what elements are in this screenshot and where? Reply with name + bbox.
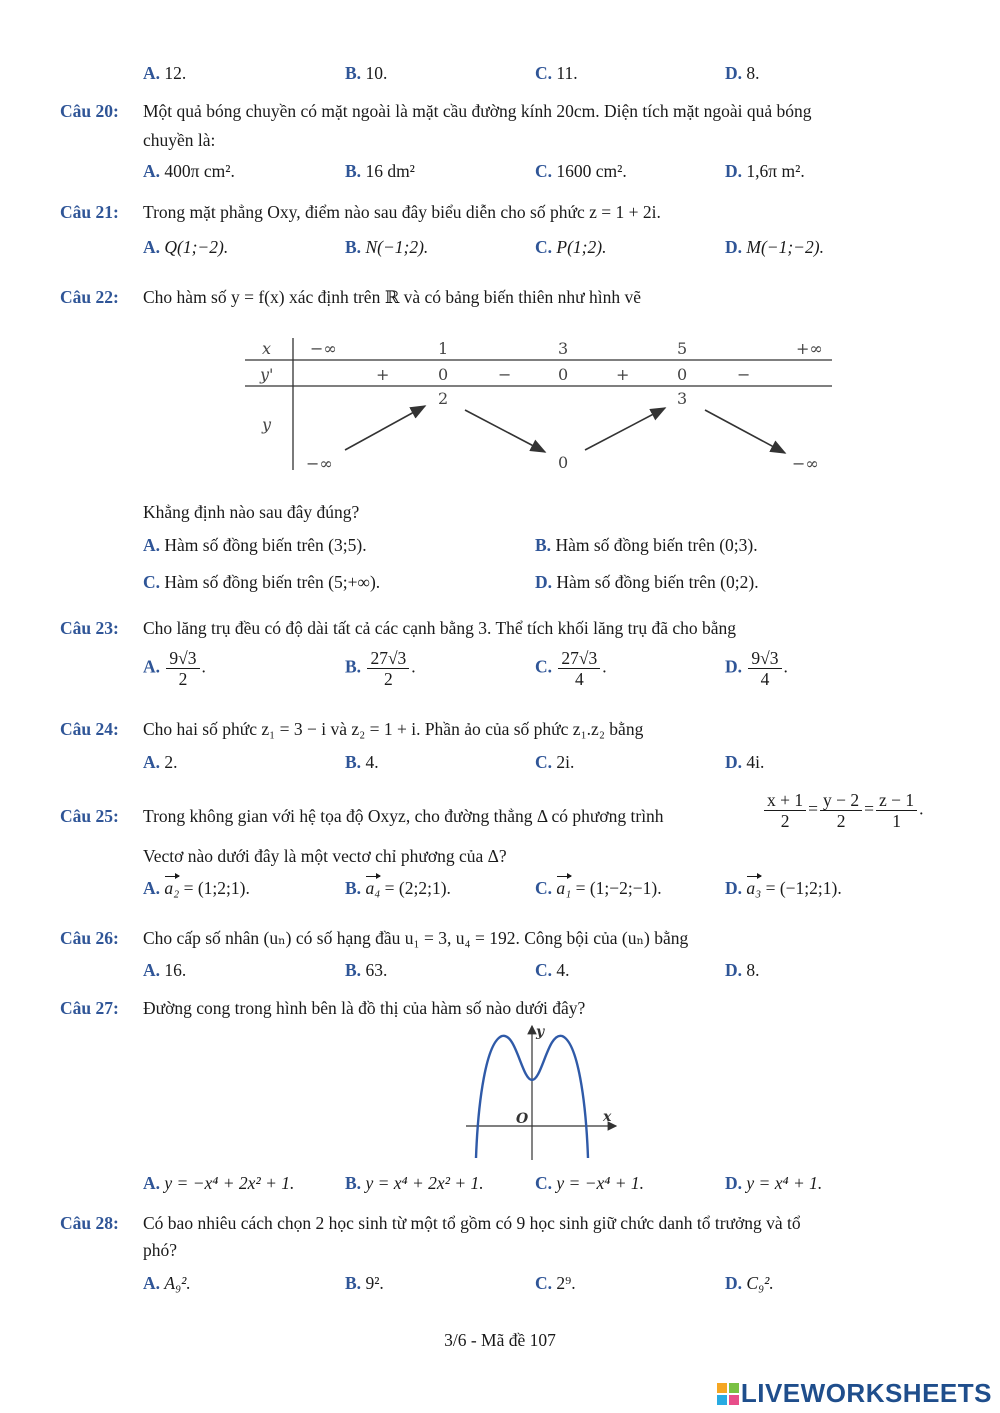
function-graph bbox=[460, 1022, 620, 1162]
arrow-down bbox=[465, 410, 545, 452]
sign: − bbox=[498, 365, 512, 384]
q27-option-b: B. y = x⁴ + 2x² + 1. bbox=[345, 1173, 484, 1193]
q20-option-b: B. 16 dm² bbox=[345, 161, 415, 181]
q19-option-a: A. 12. bbox=[143, 63, 187, 83]
q21-option-d: D. M(−1;−2). bbox=[725, 237, 824, 257]
sign: 0 bbox=[438, 365, 449, 384]
q26-option-a: A. 16. bbox=[143, 960, 187, 980]
q21-text: Trong mặt phẳng Oxy, điểm nào sau đây biểu diễn cho số phức z = 1 + 2i. bbox=[143, 202, 661, 222]
q20-option-d: D. 1,6π m². bbox=[725, 161, 805, 181]
liveworksheets-icon bbox=[717, 1383, 739, 1405]
q26-option-b: B. 63. bbox=[345, 960, 388, 980]
y-val: 0 bbox=[558, 453, 569, 472]
table-y-label: y bbox=[262, 415, 272, 434]
q24-option-b: B. 4. bbox=[345, 752, 379, 772]
sign: − bbox=[737, 365, 751, 384]
q22-label: Câu 22: bbox=[60, 287, 119, 307]
graph-origin-label: O bbox=[516, 1111, 529, 1127]
q25-option-b: B. a₄ = (2;2;1). bbox=[345, 878, 451, 898]
sign: + bbox=[376, 365, 390, 384]
variation-table bbox=[240, 330, 840, 480]
q28-option-d: D. C₉². bbox=[725, 1273, 774, 1293]
q19-option-d: D. 8. bbox=[725, 63, 760, 83]
y-val: 3 bbox=[677, 389, 688, 408]
arrow-up bbox=[585, 408, 665, 450]
q28-option-c: C. 2⁹. bbox=[535, 1273, 576, 1293]
q25-label: Câu 25: bbox=[60, 806, 119, 826]
q28-text: Có bao nhiêu cách chọn 2 học sinh từ một tổ gồm có 9 học sinh giữ chức danh tổ trưởng và tổ bbox=[143, 1213, 801, 1233]
q23-label: Câu 23: bbox=[60, 618, 119, 638]
q19-option-c: C. 11. bbox=[535, 63, 578, 83]
q28-option-b: B. 9². bbox=[345, 1273, 384, 1293]
q21-label: Câu 21: bbox=[60, 202, 119, 222]
q19-option-b: B. 10. bbox=[345, 63, 388, 83]
q22-option-b: B. Hàm số đồng biến trên (0;3). bbox=[535, 535, 758, 555]
q22-text: Cho hàm số y = f(x) xác định trên ℝ và có bảng biến thiên như hình vẽ bbox=[143, 287, 642, 307]
q21-option-a: A. Q(1;−2). bbox=[143, 237, 229, 257]
q22-option-c: C. Hàm số đồng biến trên (5;+∞). bbox=[143, 572, 381, 592]
q27-option-d: D. y = x⁴ + 1. bbox=[725, 1173, 823, 1193]
x-val: −∞ bbox=[310, 339, 337, 358]
q24-text: Cho hai số phức z₁ = 3 − i và z₂ = 1 + i. Phần ảo của số phức z₁.z₂ bằng bbox=[143, 719, 644, 739]
q25-option-c: C. a₁ = (1;−2;−1). bbox=[535, 878, 662, 898]
sign: 0 bbox=[558, 365, 569, 384]
liveworksheets-logo: LIVEWORKSHEETS bbox=[717, 1378, 992, 1409]
q26-label: Câu 26: bbox=[60, 928, 119, 948]
table-x-label: x bbox=[262, 339, 272, 358]
sign: + bbox=[616, 365, 630, 384]
q21-option-b: B. N(−1;2). bbox=[345, 237, 429, 257]
arrow-up bbox=[345, 406, 425, 450]
page-footer: 3/6 - Mã đề 107 bbox=[444, 1330, 556, 1350]
q25-text: Trong không gian với hệ tọa độ Oxyz, cho đường thẳng Δ có phương trình bbox=[143, 806, 664, 826]
q23-text: Cho lăng trụ đều có độ dài tất cả các cạnh bằng 3. Thể tích khối lăng trụ đã cho bằng bbox=[143, 618, 737, 638]
q26-text: Cho cấp số nhân (uₙ) có số hạng đầu u₁ = 3, u₄ = 192. Công bội của (uₙ) bằng bbox=[143, 928, 689, 948]
q27-text: Đường cong trong hình bên là đồ thị của hàm số nào dưới đây? bbox=[143, 998, 586, 1018]
q20-text: Một quả bóng chuyền có mặt ngoài là mặt cầu đường kính 20cm. Diện tích mặt ngoài quả bóng bbox=[143, 101, 812, 121]
y-val: −∞ bbox=[792, 454, 819, 473]
x-val: 5 bbox=[677, 339, 688, 358]
q25-option-d: D. a₃ = (−1;2;1). bbox=[725, 878, 842, 898]
x-val: +∞ bbox=[796, 339, 823, 358]
sign: 0 bbox=[677, 365, 688, 384]
q26-option-d: D. 8. bbox=[725, 960, 760, 980]
q27-option-c: C. y = −x⁴ + 1. bbox=[535, 1173, 645, 1193]
q24-option-a: A. 2. bbox=[143, 752, 178, 772]
q20-text-cont: chuyền là: bbox=[143, 130, 216, 150]
y-val: −∞ bbox=[306, 454, 333, 473]
q22-prompt: Khẳng định nào sau đây đúng? bbox=[143, 502, 360, 522]
q23-option-c: C. $\frac{27√3}{4}$ . bbox=[535, 648, 607, 690]
q28-label: Câu 28: bbox=[60, 1213, 119, 1233]
q20-option-c: C. 1600 cm². bbox=[535, 161, 627, 181]
graph-x-label: x bbox=[603, 1109, 612, 1125]
q25-text-cont: Vectơ nào dưới đây là một vectơ chỉ phương của Δ? bbox=[143, 846, 507, 866]
q28-text-cont: phó? bbox=[143, 1240, 178, 1260]
q20-option-a: A. 400π cm². bbox=[143, 161, 235, 181]
x-val: 1 bbox=[438, 339, 449, 358]
q24-option-d: D. 4i. bbox=[725, 752, 765, 772]
q25-equation: $\frac{x + 1}{2}$ = $\frac{y - 2}{2}$ = $\frac{z - 1}{1}$ . bbox=[762, 790, 924, 831]
q24-option-c: C. 2i. bbox=[535, 752, 575, 772]
x-val: 3 bbox=[558, 339, 569, 358]
q25-option-a: A. a₂ = (1;2;1). bbox=[143, 878, 250, 898]
q28-option-a: A. A₉². bbox=[143, 1273, 191, 1293]
q22-option-d: D. Hàm số đồng biến trên (0;2). bbox=[535, 572, 759, 592]
q27-label: Câu 27: bbox=[60, 998, 119, 1018]
q22-option-a: A. Hàm số đồng biến trên (3;5). bbox=[143, 535, 367, 555]
q21-option-c: C. P(1;2). bbox=[535, 237, 607, 257]
graph-y-label: y bbox=[536, 1024, 545, 1040]
table-yprime-label: y' bbox=[260, 365, 274, 384]
q23-option-d: D. $\frac{9√3}{4}$ . bbox=[725, 648, 788, 690]
q20-label: Câu 20: bbox=[60, 101, 119, 121]
q26-option-c: C. 4. bbox=[535, 960, 570, 980]
y-val: 2 bbox=[438, 389, 449, 408]
q23-option-a: A. $\frac{9√3}{2}$ . bbox=[143, 648, 206, 690]
arrow-down bbox=[705, 410, 785, 453]
q24-label: Câu 24: bbox=[60, 719, 119, 739]
q27-option-a: A. y = −x⁴ + 2x² + 1. bbox=[143, 1173, 295, 1193]
q23-option-b: B. $\frac{27√3}{2}$ . bbox=[345, 648, 416, 690]
